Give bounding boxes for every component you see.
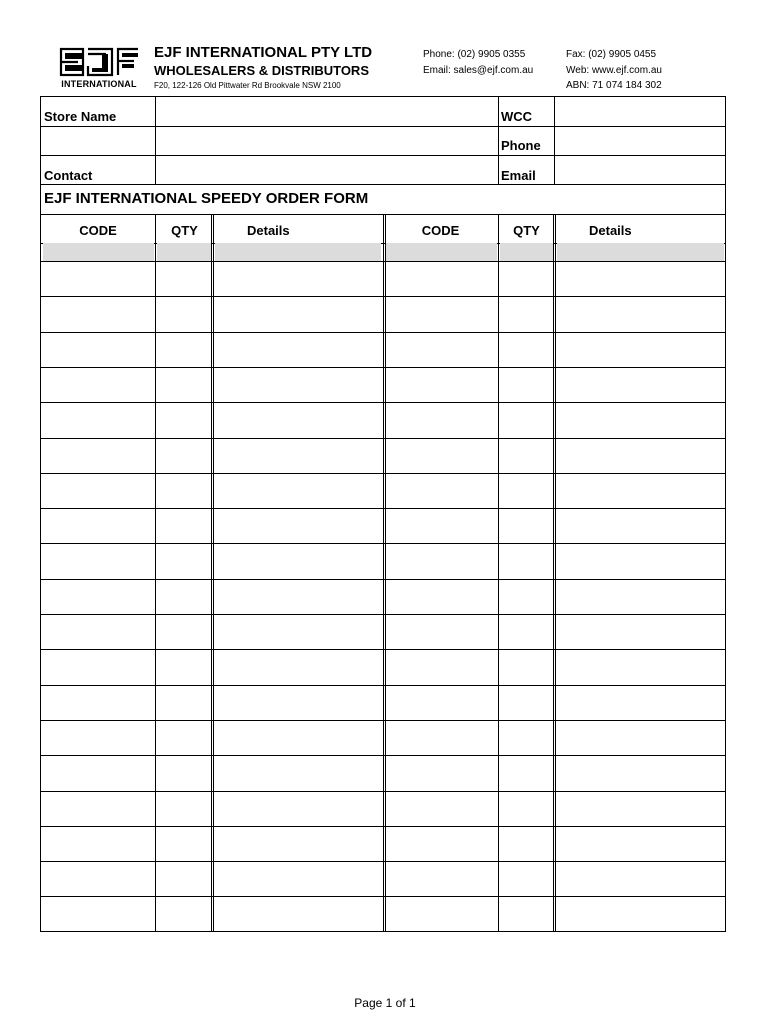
company-logo — [58, 46, 140, 92]
order-cell-r6-c5[interactable] — [499, 439, 553, 473]
order-cell-r2-c5[interactable] — [499, 297, 553, 331]
order-cell-r10-c2[interactable] — [156, 580, 211, 614]
order-cell-r18-c3[interactable] — [214, 862, 383, 896]
order-cell-r7-c4[interactable] — [386, 474, 498, 508]
order-cell-r6-c3[interactable] — [214, 439, 383, 473]
order-cell-r14-c1[interactable] — [41, 721, 155, 755]
order-cell-r17-c6[interactable] — [556, 827, 725, 861]
email-field[interactable] — [556, 157, 724, 184]
order-cell-r9-c1[interactable] — [41, 544, 155, 578]
order-cell-r15-c4[interactable] — [386, 756, 498, 790]
order-cell-r7-c3[interactable] — [214, 474, 383, 508]
company-web: Web: www.ejf.com.au — [566, 65, 662, 76]
order-cell-r13-c4[interactable] — [386, 686, 498, 720]
order-cell-r18-c2[interactable] — [156, 862, 211, 896]
order-cell-r10-c4[interactable] — [386, 580, 498, 614]
order-cell-r1-c6[interactable] — [556, 262, 725, 296]
order-cell-r16-c5[interactable] — [499, 792, 553, 826]
order-cell-r15-c2[interactable] — [156, 756, 211, 790]
order-cell-r8-c3[interactable] — [214, 509, 383, 543]
order-cell-r12-c5[interactable] — [499, 650, 553, 684]
order-cell-r3-c1[interactable] — [41, 333, 155, 367]
order-cell-r18-c5[interactable] — [499, 862, 553, 896]
order-cell-r17-c4[interactable] — [386, 827, 498, 861]
order-cell-r12-c4[interactable] — [386, 650, 498, 684]
order-cell-r12-c3[interactable] — [214, 650, 383, 684]
order-cell-r14-c5[interactable] — [499, 721, 553, 755]
order-cell-r1-c5[interactable] — [499, 262, 553, 296]
order-cell-r10-c1[interactable] — [41, 580, 155, 614]
order-cell-r5-c2[interactable] — [156, 403, 211, 437]
company-tagline: WHOLESALERS & DISTRIBUTORS — [154, 63, 369, 78]
order-cell-r1-c4[interactable] — [386, 262, 498, 296]
order-form — [40, 96, 726, 932]
company-email: Email: sales@ejf.com.au — [423, 65, 534, 76]
order-cell-r14-c3[interactable] — [214, 721, 383, 755]
order-cell-r9-c4[interactable] — [386, 544, 498, 578]
company-abn: ABN: 71 074 184 302 — [566, 80, 662, 91]
order-cell-r6-c6[interactable] — [556, 439, 725, 473]
order-cell-r6-c2[interactable] — [156, 439, 211, 473]
order-cell-r4-c5[interactable] — [499, 368, 553, 402]
order-cell-r13-c2[interactable] — [156, 686, 211, 720]
store-name-label: Store Name — [44, 109, 117, 124]
order-cell-r3-c2[interactable] — [156, 333, 211, 367]
order-cell-r8-c4[interactable] — [386, 509, 498, 543]
order-cell-r7-c6[interactable] — [556, 474, 725, 508]
order-cell-r9-c6[interactable] — [556, 544, 725, 578]
order-cell-r3-c3[interactable] — [214, 333, 383, 367]
order-cell-r11-c4[interactable] — [386, 615, 498, 649]
order-cell-r3-c5[interactable] — [499, 333, 553, 367]
order-cell-r12-c6[interactable] — [556, 650, 725, 684]
order-cell-r4-c1[interactable] — [41, 368, 155, 402]
order-cell-r2-c2[interactable] — [156, 297, 211, 331]
order-cell-r5-c3[interactable] — [214, 403, 383, 437]
order-cell-r13-c3[interactable] — [214, 686, 383, 720]
order-cell-r13-c6[interactable] — [556, 686, 725, 720]
order-cell-r15-c1[interactable] — [41, 756, 155, 790]
order-cell-r5-c5[interactable] — [499, 403, 553, 437]
order-cell-r11-c2[interactable] — [156, 615, 211, 649]
order-cell-r11-c3[interactable] — [214, 615, 383, 649]
wcc-label: WCC — [501, 109, 533, 124]
contact-field[interactable] — [157, 157, 497, 184]
order-cell-r15-c5[interactable] — [499, 756, 553, 790]
order-cell-r5-c6[interactable] — [556, 403, 725, 437]
contact-label: Contact — [44, 168, 93, 183]
order-cell-r1-c3[interactable] — [214, 262, 383, 296]
order-cell-r1-c2[interactable] — [156, 262, 211, 296]
order-cell-r12-c1[interactable] — [41, 650, 155, 684]
order-cell-r2-c1[interactable] — [41, 297, 155, 331]
order-cell-r8-c5[interactable] — [499, 509, 553, 543]
order-cell-r4-c4[interactable] — [386, 368, 498, 402]
order-cell-r3-c4[interactable] — [386, 333, 498, 367]
order-cell-r12-c2[interactable] — [156, 650, 211, 684]
order-cell-r19-c3[interactable] — [214, 897, 383, 931]
order-cell-r5-c1[interactable] — [41, 403, 155, 437]
form-title: EJF INTERNATIONAL SPEEDY ORDER FORM — [44, 190, 369, 207]
column-header-code-2: CODE — [421, 223, 460, 238]
email-label: Email — [501, 168, 536, 183]
order-cell-r2-c6[interactable] — [556, 297, 725, 331]
order-cell-r10-c6[interactable] — [556, 580, 725, 614]
page-number: Page 1 of 1 — [354, 996, 416, 1010]
order-cell-r9-c3[interactable] — [214, 544, 383, 578]
order-cell-r8-c1[interactable] — [41, 509, 155, 543]
order-cell-r13-c5[interactable] — [499, 686, 553, 720]
column-header-qty-2: QTY — [513, 223, 540, 238]
order-cell-r14-c6[interactable] — [556, 721, 725, 755]
order-cell-r4-c3[interactable] — [214, 368, 383, 402]
column-header-details-2: Details — [589, 223, 632, 238]
logo-subtext: INTERNATIONAL — [61, 79, 137, 89]
order-cell-r1-c1[interactable] — [41, 262, 155, 296]
order-cell-r3-c6[interactable] — [556, 333, 725, 367]
order-cell-r18-c4[interactable] — [386, 862, 498, 896]
order-cell-r10-c3[interactable] — [214, 580, 383, 614]
order-cell-r6-c4[interactable] — [386, 439, 498, 473]
column-header-code-1: CODE — [79, 223, 117, 238]
order-cell-r19-c5[interactable] — [499, 897, 553, 931]
order-cell-r6-c1[interactable] — [41, 439, 155, 473]
order-cell-r19-c4[interactable] — [386, 897, 498, 931]
order-cell-r4-c6[interactable] — [556, 368, 725, 402]
order-cell-r2-c3[interactable] — [214, 297, 383, 331]
order-cell-r16-c6[interactable] — [556, 792, 725, 826]
company-address: F20, 122-126 Old Pittwater Rd Brookvale NSW 2100 — [154, 81, 341, 90]
order-cell-r16-c2[interactable] — [156, 792, 211, 826]
order-cell-r7-c5[interactable] — [499, 474, 553, 508]
order-cell-r16-c1[interactable] — [41, 792, 155, 826]
order-cell-r17-c3[interactable] — [214, 827, 383, 861]
company-name: EJF INTERNATIONAL PTY LTD — [154, 44, 373, 61]
order-cell-r16-c3[interactable] — [214, 792, 383, 826]
order-cell-r9-c2[interactable] — [156, 544, 211, 578]
wcc-field[interactable] — [556, 98, 724, 125]
order-cell-r14-c4[interactable] — [386, 721, 498, 755]
order-cell-r8-c2[interactable] — [156, 509, 211, 543]
order-cell-r13-c1[interactable] — [41, 686, 155, 720]
order-cell-r17-c5[interactable] — [499, 827, 553, 861]
order-cell-r19-c6[interactable] — [556, 897, 725, 931]
order-cell-r17-c1[interactable] — [41, 827, 155, 861]
order-cell-r18-c1[interactable] — [41, 862, 155, 896]
order-cell-r2-c4[interactable] — [386, 297, 498, 331]
phone-label: Phone — [501, 138, 541, 153]
order-cell-r11-c5[interactable] — [499, 615, 553, 649]
order-cell-r11-c1[interactable] — [41, 615, 155, 649]
order-cell-r14-c2[interactable] — [156, 721, 211, 755]
company-fax: Fax: (02) 9905 0455 — [566, 49, 657, 60]
order-cell-r4-c2[interactable] — [156, 368, 211, 402]
company-phone: Phone: (02) 9905 0355 — [423, 49, 526, 60]
order-cell-r7-c1[interactable] — [41, 474, 155, 508]
order-cell-r11-c6[interactable] — [556, 615, 725, 649]
order-cell-r17-c2[interactable] — [156, 827, 211, 861]
phone-field[interactable] — [556, 127, 724, 154]
order-cell-r8-c6[interactable] — [556, 509, 725, 543]
order-cell-r10-c5[interactable] — [499, 580, 553, 614]
order-cell-r9-c5[interactable] — [499, 544, 553, 578]
order-cell-r5-c4[interactable] — [386, 403, 498, 437]
order-cell-r15-c6[interactable] — [556, 756, 725, 790]
order-cell-r18-c6[interactable] — [556, 862, 725, 896]
order-cell-r19-c1[interactable] — [41, 897, 155, 931]
column-header-qty-1: QTY — [171, 223, 198, 238]
column-header-details-1: Details — [247, 223, 290, 238]
ejf-logo-icon — [58, 46, 140, 78]
order-cell-r16-c4[interactable] — [386, 792, 498, 826]
store-name-field[interactable] — [157, 98, 497, 125]
order-cell-r15-c3[interactable] — [214, 756, 383, 790]
order-cell-r19-c2[interactable] — [156, 897, 211, 931]
order-cell-r7-c2[interactable] — [156, 474, 211, 508]
